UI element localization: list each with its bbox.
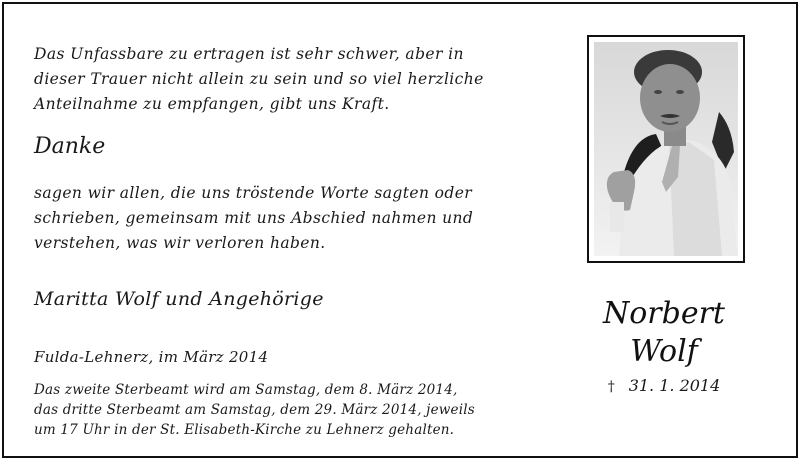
death-date: 31. 1. 2014 <box>628 376 721 395</box>
heading-danke: Danke <box>34 134 106 159</box>
service-notice: Das zweite Sterbeamt wird am Samstag, dem 8. März 2014, das dritte Sterbeamt am Samstag, dem 29. März 2014, jeweils um 17 Uhr in der St. Elisabeth-Kirche zu Lehnerz gehalten. <box>34 382 475 438</box>
obituary-card <box>2 2 798 458</box>
signature: Maritta Wolf und Angehörige <box>34 288 324 310</box>
deceased-first-name: Norbert <box>602 296 725 331</box>
photo-frame <box>587 35 745 263</box>
place-date: Fulda-Lehnerz, im März 2014 <box>34 348 269 366</box>
cross-icon: † <box>607 379 615 395</box>
deceased-last-name: Wolf <box>630 334 698 369</box>
thanks-text: sagen wir allen, die uns tröstende Worte sagten oder schrieben, gemeinsam mit uns Abschied nahmen und verstehen, was wir verloren haben. <box>34 184 474 252</box>
intro-text: Das Unfassbare zu ertragen ist sehr schwer, aber in dieser Trauer nicht allein zu sein und so viel herzliche Anteilnahme zu empfangen, gibt uns Kraft. <box>34 45 484 113</box>
portrait-photo <box>594 42 738 256</box>
death-date-line <box>564 376 764 395</box>
